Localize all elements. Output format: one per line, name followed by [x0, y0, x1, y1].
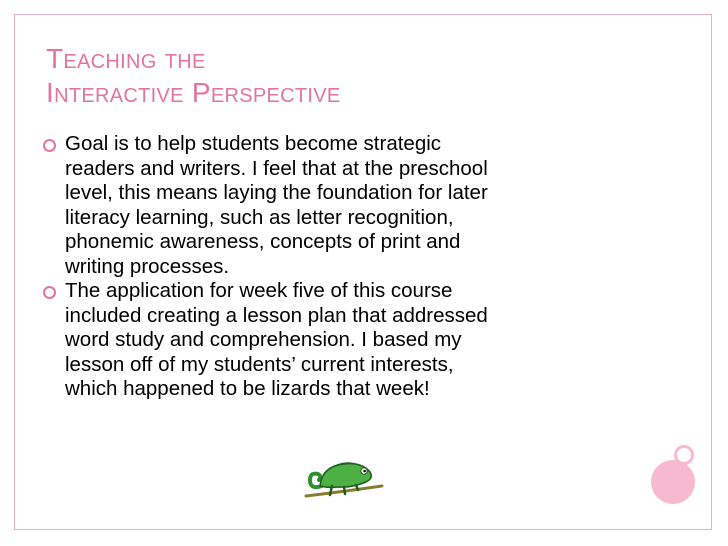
- bullet-item-application: [40, 279, 680, 402]
- bullet-line: The application for week five of this course: [65, 279, 453, 302]
- bullet-line: phonemic awareness, concepts of print and: [65, 230, 461, 253]
- circle-bullet-icon: [43, 286, 56, 299]
- bullet-list: [40, 132, 680, 402]
- bullet-text: [65, 132, 680, 279]
- chameleon-clipart: [300, 456, 386, 504]
- circle-bullet-icon: [43, 139, 56, 152]
- decorative-circle: [651, 460, 695, 504]
- decorative-ring: [674, 445, 694, 465]
- bullet-line: included creating a lesson plan that addressed: [65, 303, 488, 327]
- bullet-item-goal: [40, 132, 680, 279]
- bullet-line: Goal is to help students become strategic: [65, 132, 442, 155]
- bullet-line: lesson off of my students’ current interests,: [65, 352, 454, 376]
- title-line-2: Interactive Perspective: [46, 77, 341, 108]
- bullet-line: writing processes.: [65, 254, 230, 278]
- slide-title: [46, 42, 341, 110]
- chameleon-body: [320, 464, 371, 488]
- bullet-line: word study and comprehension. I based my: [65, 328, 462, 351]
- bullet-line: literacy learning, such as letter recognition,: [65, 205, 454, 229]
- bullet-text: [65, 279, 680, 402]
- bullet-line: level, this means laying the foundation for later: [65, 181, 488, 204]
- bullet-line: which happened to be lizards that week!: [65, 377, 430, 400]
- bullet-line: readers and writers. I feel that at the preschool: [65, 156, 488, 180]
- title-line-1: Teaching the: [46, 43, 206, 74]
- chameleon-pupil: [363, 470, 366, 473]
